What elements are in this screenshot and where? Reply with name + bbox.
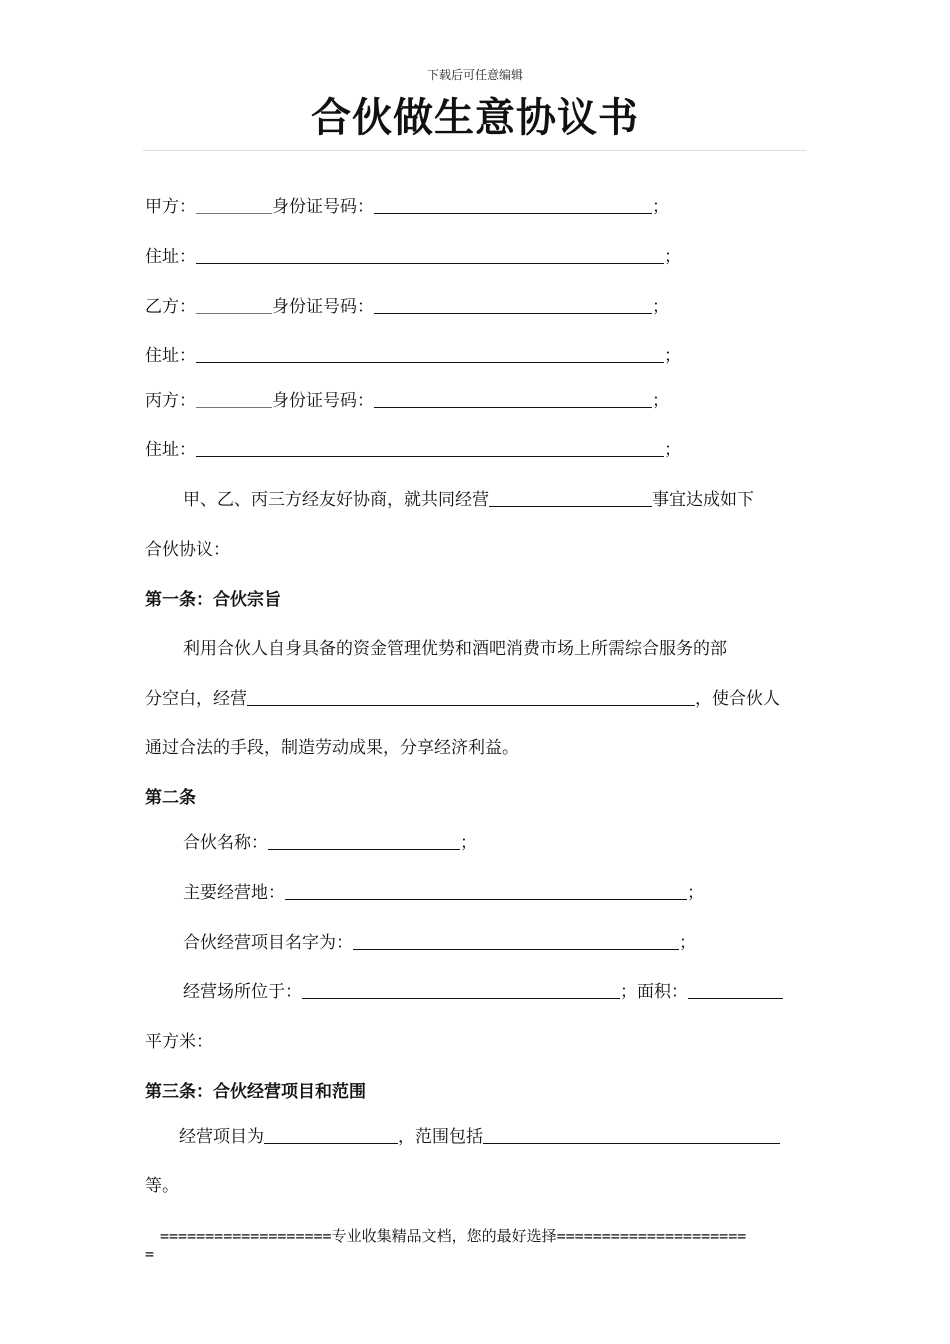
article-1-heading: 第一条：合伙宗旨	[145, 590, 281, 610]
party-c-address-label: 住址：	[145, 440, 196, 460]
party-b-id-label: 身份证号码：	[272, 297, 374, 317]
location-label: 经营场所位于：	[183, 982, 302, 1002]
party-b-row	[145, 295, 669, 319]
end-mark: ；	[664, 440, 681, 460]
article-1-line-2	[145, 687, 780, 711]
article-3-project-label: 经营项目为	[179, 1127, 264, 1147]
party-b-address-label: 住址：	[145, 346, 196, 366]
party-a-address-label: 住址：	[145, 247, 196, 267]
article-1-line-3: 通过合法的手段，制造劳动成果，分享经济利益。	[145, 738, 519, 758]
party-b-id-blank	[374, 295, 652, 314]
article-1-line-2-after: ，使合伙人	[695, 689, 780, 709]
article-3-project-blank	[264, 1125, 398, 1144]
end-mark: ；	[687, 883, 704, 903]
footer-right-rule: =====================	[556, 1227, 747, 1245]
area-label: ；面积：	[620, 982, 688, 1002]
article-3-scope-blank	[483, 1125, 780, 1144]
party-c-name-blank	[196, 389, 272, 408]
end-mark: ；	[679, 933, 696, 953]
intro-text-before: 甲、乙、丙三方经友好协商，就共同经营	[183, 490, 489, 510]
end-mark: ；	[652, 197, 669, 217]
party-a-id-label: 身份证号码：	[272, 197, 374, 217]
main-place-blank	[285, 881, 687, 900]
footer-left-rule: ===================	[160, 1227, 332, 1245]
party-a-address-row	[145, 245, 681, 269]
area-blank	[688, 980, 783, 999]
article-3-project-row	[179, 1125, 780, 1149]
header-note: 下载后可任意编辑	[426, 68, 523, 82]
party-b-address-row	[145, 344, 681, 368]
party-c-id-label: 身份证号码：	[272, 391, 374, 411]
end-mark: ；	[664, 247, 681, 267]
project-name-label: 合伙经营项目名字为：	[183, 933, 353, 953]
end-mark: ；	[652, 297, 669, 317]
partnership-name-label: 合伙名称：	[183, 833, 268, 853]
area-unit: 平方米：	[145, 1032, 213, 1052]
main-place-label: 主要经营地：	[183, 883, 285, 903]
party-b-address-blank	[196, 344, 664, 363]
party-b-name-blank	[196, 295, 272, 314]
party-c-id-blank	[374, 389, 652, 408]
party-b-label: 乙方：	[145, 297, 196, 317]
footer-text: 专业收集精品文档，您的最好选择	[331, 1227, 557, 1245]
partnership-name-row	[183, 831, 477, 855]
article-3-scope-label: ，范围包括	[398, 1127, 483, 1147]
header-divider	[143, 150, 806, 151]
location-blank	[302, 980, 620, 999]
article-1-line-1: 利用合伙人自身具备的资金管理优势和酒吧消费市场上所需综合服务的部	[183, 639, 727, 659]
intro-line-1	[183, 488, 754, 512]
project-name-row	[183, 931, 696, 955]
party-a-name-blank	[196, 195, 272, 214]
main-place-row	[183, 881, 704, 905]
article-3-heading: 第三条：合伙经营项目和范围	[145, 1082, 366, 1102]
party-c-row	[145, 389, 669, 413]
party-c-address-blank	[196, 438, 664, 457]
party-a-row	[145, 195, 669, 219]
intro-text-after: 事宜达成如下	[652, 490, 754, 510]
end-mark: ；	[664, 346, 681, 366]
party-a-id-blank	[374, 195, 652, 214]
footer-tail: =	[145, 1245, 155, 1263]
business-blank	[489, 488, 652, 507]
project-name-blank	[353, 931, 679, 950]
party-a-label: 甲方：	[145, 197, 196, 217]
party-c-label: 丙方：	[145, 391, 196, 411]
party-a-address-blank	[196, 245, 664, 264]
article-1-line-2-before: 分空白，经营	[145, 689, 247, 709]
end-mark: ；	[652, 391, 669, 411]
intro-line-2: 合伙协议：	[145, 540, 230, 560]
end-mark: ；	[460, 833, 477, 853]
article-3-end: 等。	[145, 1176, 179, 1196]
partnership-name-blank	[268, 831, 460, 850]
article-1-business-blank	[247, 687, 695, 706]
document-title: 合伙做生意协议书	[311, 95, 639, 141]
party-c-address-row	[145, 438, 681, 462]
footer-banner	[160, 1226, 746, 1246]
article-2-heading: 第二条	[145, 788, 196, 808]
location-row	[183, 980, 783, 1004]
